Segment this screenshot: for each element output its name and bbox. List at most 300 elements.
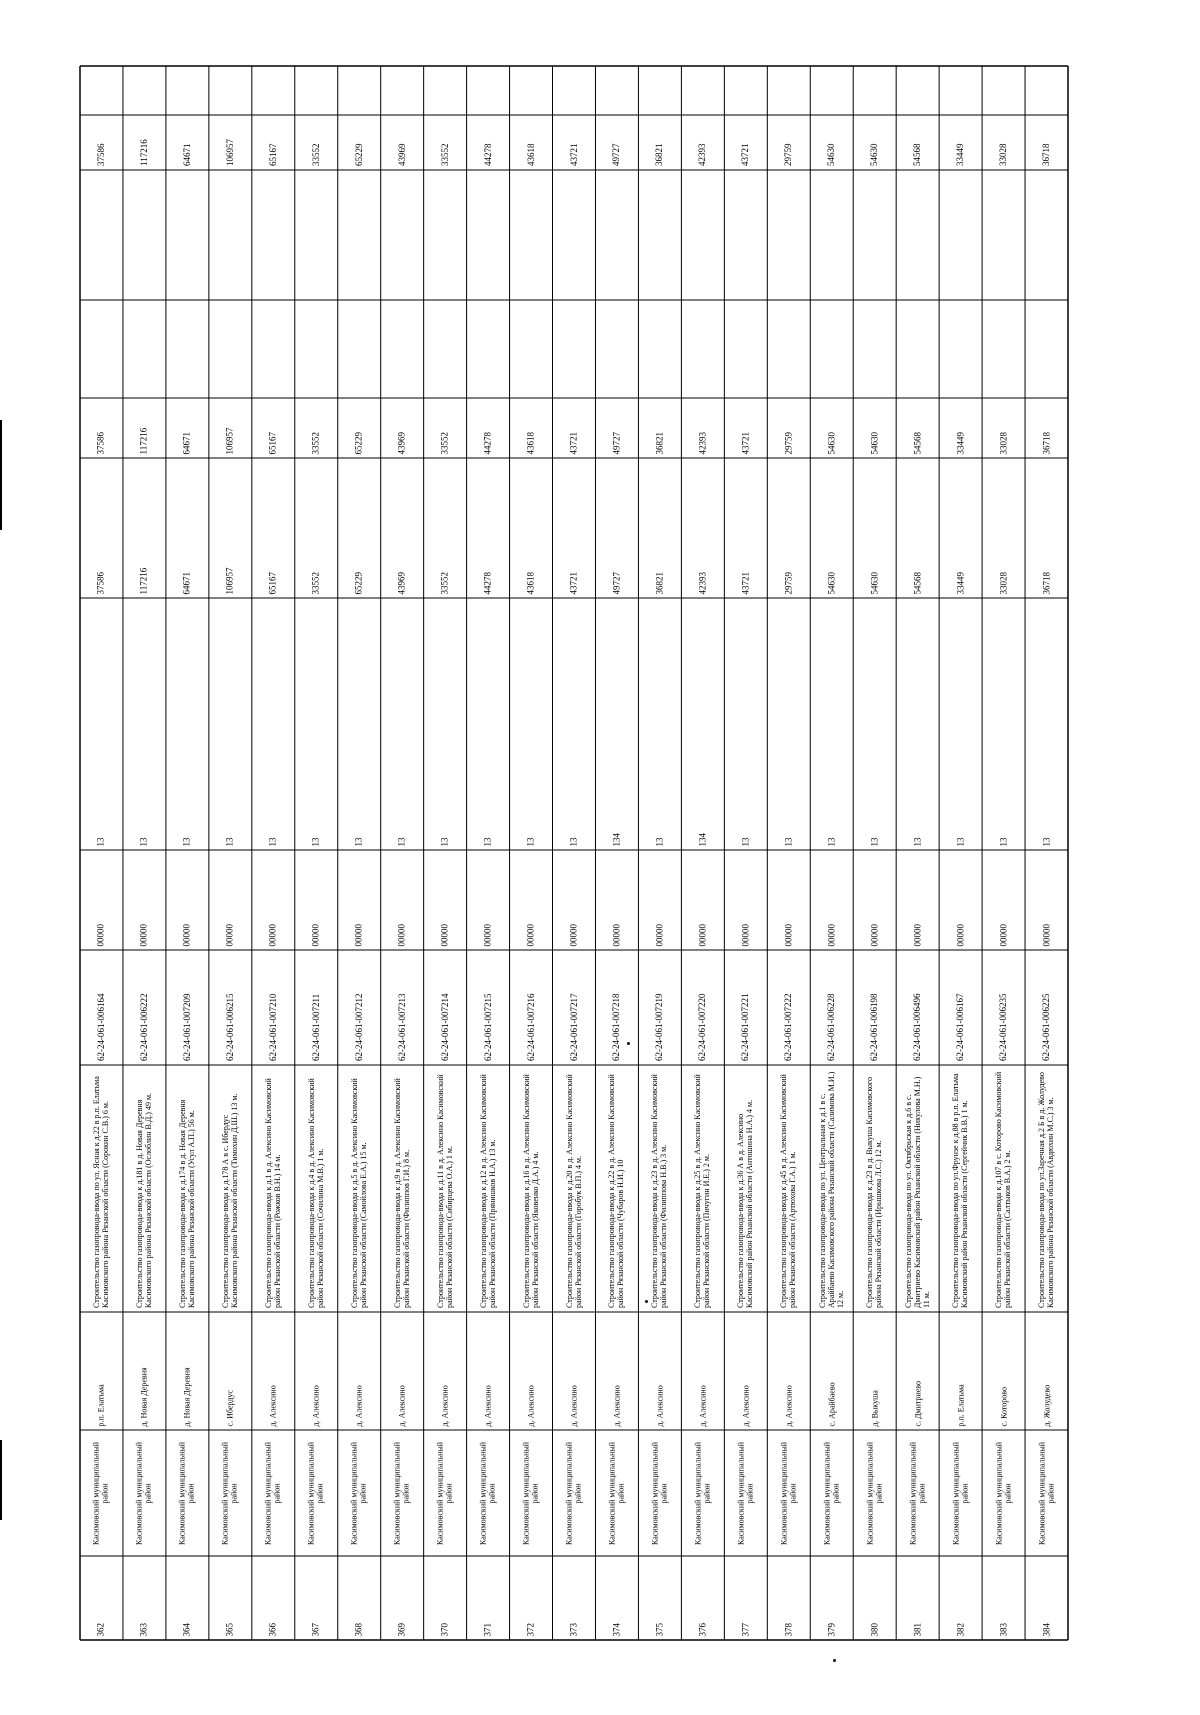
description-text: Строительство газопровода-ввода к д.4 в д. Алексино Касимовский район Рязанской области (Сочилина М.В.) 1 м. bbox=[307, 1078, 326, 1308]
cell-v4 bbox=[595, 170, 638, 300]
district-text: Касимовский муниципальный район bbox=[393, 1441, 412, 1545]
v5-text: 117216 bbox=[139, 139, 150, 166]
cell-district bbox=[295, 1430, 338, 1556]
cell-description bbox=[166, 1065, 209, 1312]
cell-v3 bbox=[338, 300, 381, 398]
v5-text: 54630 bbox=[869, 143, 880, 166]
no-text: 383 bbox=[998, 1622, 1009, 1636]
cell-settlement bbox=[510, 1312, 553, 1430]
v5-text: 54568 bbox=[912, 143, 923, 166]
cell-count bbox=[123, 598, 166, 850]
v2-text: 33449 bbox=[955, 431, 966, 454]
zeros-text: 00000 bbox=[869, 923, 880, 946]
description-text: Строительство газопровода-ввода к д.22 в д. Алексино Касимовский район Рязанской области (Чубаров Н.И.) 10 bbox=[607, 1074, 626, 1308]
cell-cadastral bbox=[338, 950, 381, 1065]
cell-settlement bbox=[939, 1312, 982, 1430]
district-text: Касимовский муниципальный район bbox=[436, 1441, 455, 1545]
settlement-text: д. Алексино bbox=[784, 1384, 794, 1426]
cell-description bbox=[939, 1065, 982, 1312]
v2-text: 54630 bbox=[826, 431, 837, 454]
cell-district bbox=[209, 1430, 252, 1556]
zeros-text: 00000 bbox=[568, 923, 579, 946]
v1-text: 43618 bbox=[526, 571, 537, 594]
description-text: Строительство газопровода-ввода к д.9 в д. Алексино Касимовский район Рязанской области (Филиппов Г.И.) 8 м. bbox=[393, 1078, 412, 1308]
settlement-text: д. Алексино bbox=[569, 1384, 579, 1426]
v2-text: 33552 bbox=[440, 431, 451, 454]
cell-description bbox=[810, 1065, 853, 1312]
cell-v5 bbox=[896, 115, 939, 170]
v1-text: 36821 bbox=[654, 571, 665, 594]
no-text: 363 bbox=[139, 1622, 150, 1636]
cell-v5 bbox=[810, 115, 853, 170]
cadastral-text: 62-24-061-007217 bbox=[568, 993, 579, 1061]
district-text: Касимовский муниципальный район bbox=[1037, 1441, 1056, 1545]
cell-no bbox=[381, 1556, 424, 1640]
cell-count bbox=[252, 598, 295, 850]
cell-v3 bbox=[510, 300, 553, 398]
cell-count bbox=[381, 598, 424, 850]
cell-v4 bbox=[510, 170, 553, 300]
cell-zeros bbox=[810, 850, 853, 950]
cell-v3 bbox=[209, 300, 252, 398]
cadastral-text: 62-24-061-006167 bbox=[955, 993, 966, 1061]
cell-district bbox=[381, 1430, 424, 1556]
v5-text: 65229 bbox=[354, 143, 365, 166]
settlement-text: д. Новая Деревня bbox=[182, 1366, 192, 1426]
cell-no bbox=[209, 1556, 252, 1640]
cell-v1 bbox=[123, 458, 166, 598]
description-text: Строительство газопровода-ввода к д.45 в д. Алексино Касимовский район Рязанской области (Артюхова Г.А.) 1 м. bbox=[779, 1074, 798, 1308]
v5-text: 29759 bbox=[783, 143, 794, 166]
v1-text: 117216 bbox=[139, 567, 150, 594]
cell-cadastral bbox=[767, 950, 810, 1065]
cell-cadastral bbox=[295, 950, 338, 1065]
no-text: 365 bbox=[225, 1622, 236, 1636]
count-text: 13 bbox=[311, 836, 322, 846]
cell-description bbox=[724, 1065, 767, 1312]
v5-text: 65167 bbox=[268, 143, 279, 166]
cadastral-text: 62-24-061-007222 bbox=[783, 993, 794, 1061]
cell-v3 bbox=[80, 300, 123, 398]
cell-v5 bbox=[338, 115, 381, 170]
cell-v2 bbox=[209, 398, 252, 458]
cell-v4 bbox=[681, 170, 724, 300]
zeros-text: 00000 bbox=[483, 923, 494, 946]
zeros-text: 00000 bbox=[311, 923, 322, 946]
v1-text: 43969 bbox=[397, 571, 408, 594]
cell-count bbox=[853, 598, 896, 850]
cell-v3 bbox=[424, 300, 467, 398]
cell-v4 bbox=[424, 170, 467, 300]
cell-v3 bbox=[595, 300, 638, 398]
cell-settlement bbox=[810, 1312, 853, 1430]
cadastral-text: 62-24-061-007211 bbox=[311, 993, 322, 1061]
cell-cadastral bbox=[424, 950, 467, 1065]
cell-no bbox=[595, 1556, 638, 1640]
zeros-text: 00000 bbox=[998, 923, 1009, 946]
cell-cadastral bbox=[853, 950, 896, 1065]
cell-v4 bbox=[896, 170, 939, 300]
cell-v5 bbox=[853, 115, 896, 170]
cell-v5 bbox=[209, 115, 252, 170]
district-text: Касимовский муниципальный район bbox=[522, 1441, 541, 1545]
cell-description bbox=[1025, 1065, 1068, 1312]
cell-cadastral bbox=[209, 950, 252, 1065]
district-text: Касимовский муниципальный район bbox=[607, 1441, 626, 1545]
cell-cadastral bbox=[681, 950, 724, 1065]
description-text: Строительство газопровода-ввода по ул.Фрунзе к д.88 в р.п. Елатьма Касимовский район Рязанской области (Сергейчик В.В.) 1 м. bbox=[951, 1073, 970, 1308]
cell-cadastral bbox=[123, 950, 166, 1065]
cell-v2 bbox=[424, 398, 467, 458]
cadastral-text: 62-24-061-007210 bbox=[268, 993, 279, 1061]
cell-settlement bbox=[209, 1312, 252, 1430]
cell-zeros bbox=[209, 850, 252, 950]
cell-v1 bbox=[209, 458, 252, 598]
description-text: Строительство газопровода-ввода к д.5 в д. Алексино Касимовский район Рязанской области (Самойлова Е.А.) 15 м. bbox=[350, 1078, 369, 1308]
cell-v2 bbox=[638, 398, 681, 458]
cell-zeros bbox=[510, 850, 553, 950]
cell-v2 bbox=[553, 398, 596, 458]
cell-v3 bbox=[638, 300, 681, 398]
settlement-text: д. Алексино bbox=[397, 1384, 407, 1426]
cell-district bbox=[166, 1430, 209, 1556]
cell-no bbox=[767, 1556, 810, 1640]
no-text: 378 bbox=[783, 1622, 794, 1636]
cell-v2 bbox=[338, 398, 381, 458]
no-text: 362 bbox=[96, 1622, 107, 1636]
cell-count bbox=[209, 598, 252, 850]
cell-v5 bbox=[595, 115, 638, 170]
scan-edge-mark bbox=[0, 1440, 2, 1520]
cell-description bbox=[123, 1065, 166, 1312]
cell-v6 bbox=[939, 66, 982, 115]
cell-v1 bbox=[767, 458, 810, 598]
v2-text: 65167 bbox=[268, 431, 279, 454]
count-text: 13 bbox=[998, 836, 1009, 846]
district-text: Касимовский муниципальный район bbox=[221, 1441, 240, 1545]
description-text: Строительство газопровода-ввода к д.23 в д. Алексино Касимовский район Рязанской области (Филиппова Н.В.) 3 м. bbox=[650, 1074, 669, 1308]
cell-count bbox=[553, 598, 596, 850]
cell-v2 bbox=[467, 398, 510, 458]
cadastral-text: 62-24-061-006222 bbox=[139, 993, 150, 1061]
cell-v3 bbox=[295, 300, 338, 398]
v2-text: 36718 bbox=[1041, 431, 1052, 454]
description-text: Строительство газопровода-ввода к д.174 в д. Новая Деревня Касимовского района Рязанской области (Усул А.П.) 56 м. bbox=[178, 1099, 197, 1308]
cell-count bbox=[510, 598, 553, 850]
description-text: Строительство газопровода-ввода к д.25 в д. Алексино Касимовский район Рязанской области (Пичугин И.Е.) 2 м. bbox=[693, 1074, 712, 1308]
zeros-text: 00000 bbox=[268, 923, 279, 946]
cell-count bbox=[338, 598, 381, 850]
settlement-text: с. Которово bbox=[999, 1386, 1009, 1426]
v1-text: 44278 bbox=[483, 571, 494, 594]
zeros-text: 00000 bbox=[697, 923, 708, 946]
cell-v5 bbox=[510, 115, 553, 170]
cell-v1 bbox=[467, 458, 510, 598]
cell-v1 bbox=[939, 458, 982, 598]
cell-v2 bbox=[510, 398, 553, 458]
v1-text: 33028 bbox=[998, 571, 1009, 594]
v1-text: 54630 bbox=[869, 571, 880, 594]
cell-zeros bbox=[252, 850, 295, 950]
cell-district bbox=[939, 1430, 982, 1556]
v1-text: 37586 bbox=[96, 571, 107, 594]
cell-v4 bbox=[553, 170, 596, 300]
cell-v3 bbox=[681, 300, 724, 398]
v1-text: 49727 bbox=[611, 571, 622, 594]
settlement-text: д. Алексино bbox=[612, 1384, 622, 1426]
cell-v2 bbox=[724, 398, 767, 458]
cell-cadastral bbox=[810, 950, 853, 1065]
cell-v1 bbox=[724, 458, 767, 598]
no-text: 370 bbox=[440, 1622, 451, 1636]
description-text: Строительство газопровода-ввода к д.178 А в с. Ибердус Касимовского района Рязанской области (Тимохин Д.Ш.) 13 м. bbox=[221, 1093, 240, 1308]
cell-v4 bbox=[810, 170, 853, 300]
cell-v1 bbox=[1025, 458, 1068, 598]
cell-zeros bbox=[681, 850, 724, 950]
count-text: 13 bbox=[182, 836, 193, 846]
count-text: 134 bbox=[611, 832, 622, 846]
cell-cadastral bbox=[939, 950, 982, 1065]
count-text: 13 bbox=[526, 836, 537, 846]
cell-district bbox=[510, 1430, 553, 1556]
settlement-text: д. Алексино bbox=[655, 1384, 665, 1426]
cadastral-text: 62-24-061-007215 bbox=[483, 993, 494, 1061]
v1-text: 42393 bbox=[697, 571, 708, 594]
description-text: Строительство газопровода-ввода к д.20 в д. Алексино Касимовский район Рязанской области (Горобук В.П.) 4 м. bbox=[564, 1074, 583, 1308]
cell-settlement bbox=[338, 1312, 381, 1430]
count-text: 13 bbox=[1041, 836, 1052, 846]
cell-v1 bbox=[553, 458, 596, 598]
cadastral-text: 62-24-061-007219 bbox=[654, 993, 665, 1061]
description-text: Строительство газопровода-ввода к д.23 в д. Выкуша Касимовского района Рязанской области (Ирышкова Л.С.) 12 м. bbox=[865, 1077, 884, 1308]
settlement-text: р.п. Елатьма bbox=[96, 1383, 106, 1426]
cell-v5 bbox=[467, 115, 510, 170]
cell-settlement bbox=[896, 1312, 939, 1430]
cell-count bbox=[1025, 598, 1068, 850]
cell-v4 bbox=[252, 170, 295, 300]
v2-text: 43618 bbox=[526, 431, 537, 454]
cell-settlement bbox=[982, 1312, 1025, 1430]
v5-text: 54630 bbox=[826, 143, 837, 166]
v5-text: 33552 bbox=[311, 143, 322, 166]
cell-district bbox=[338, 1430, 381, 1556]
v2-text: 43969 bbox=[397, 431, 408, 454]
cell-description bbox=[767, 1065, 810, 1312]
cell-no bbox=[424, 1556, 467, 1640]
cell-zeros bbox=[295, 850, 338, 950]
settlement-text: д. Выкуша bbox=[870, 1389, 880, 1426]
cell-v6 bbox=[295, 66, 338, 115]
v5-text: 33449 bbox=[955, 143, 966, 166]
cell-settlement bbox=[381, 1312, 424, 1430]
cell-v4 bbox=[381, 170, 424, 300]
cell-v2 bbox=[982, 398, 1025, 458]
v5-text: 49727 bbox=[611, 143, 622, 166]
cadastral-text: 62-24-061-007213 bbox=[397, 993, 408, 1061]
count-text: 13 bbox=[654, 836, 665, 846]
cell-v6 bbox=[681, 66, 724, 115]
cell-district bbox=[638, 1430, 681, 1556]
zeros-text: 00000 bbox=[783, 923, 794, 946]
district-text: Касимовский муниципальный район bbox=[994, 1441, 1013, 1545]
cell-v2 bbox=[681, 398, 724, 458]
v1-text: 33552 bbox=[311, 571, 322, 594]
cell-v4 bbox=[724, 170, 767, 300]
cell-v5 bbox=[123, 115, 166, 170]
cell-v5 bbox=[252, 115, 295, 170]
cell-v6 bbox=[810, 66, 853, 115]
description-text: Строительство газопровода-ввода к д.12 в д. Алексино Касимовский район Рязанской области (Прянишков Н.А.) 13 м. bbox=[479, 1074, 498, 1308]
cell-v1 bbox=[853, 458, 896, 598]
cell-v6 bbox=[896, 66, 939, 115]
cell-district bbox=[681, 1430, 724, 1556]
cell-v5 bbox=[681, 115, 724, 170]
cell-district bbox=[1025, 1430, 1068, 1556]
cell-district bbox=[80, 1430, 123, 1556]
settlement-text: р.п. Елатьма bbox=[956, 1383, 966, 1426]
no-text: 376 bbox=[697, 1622, 708, 1636]
cell-v5 bbox=[1025, 115, 1068, 170]
v1-text: 65229 bbox=[354, 571, 365, 594]
cell-no bbox=[553, 1556, 596, 1640]
cell-zeros bbox=[638, 850, 681, 950]
cell-v4 bbox=[638, 170, 681, 300]
cell-v2 bbox=[295, 398, 338, 458]
cell-cadastral bbox=[467, 950, 510, 1065]
cell-v5 bbox=[767, 115, 810, 170]
cell-district bbox=[424, 1430, 467, 1556]
cadastral-text: 62-24-061-006228 bbox=[826, 993, 837, 1061]
zeros-text: 00000 bbox=[440, 923, 451, 946]
cell-v4 bbox=[467, 170, 510, 300]
cell-no bbox=[80, 1556, 123, 1640]
cell-description bbox=[982, 1065, 1025, 1312]
district-text: Касимовский муниципальный район bbox=[822, 1441, 841, 1545]
no-text: 366 bbox=[268, 1622, 279, 1636]
settlement-text: д. Алексино bbox=[526, 1384, 536, 1426]
no-text: 364 bbox=[182, 1622, 193, 1636]
cell-v2 bbox=[166, 398, 209, 458]
cell-v3 bbox=[252, 300, 295, 398]
cadastral-text: 62-24-061-007214 bbox=[440, 993, 451, 1061]
description-text: Строительство газопровода-ввода по ул.Заречная д.2 Б в д. Жолудево Касимовского района Рязанской области (Авдюхин М.С.) 3 м. bbox=[1037, 1072, 1056, 1308]
zeros-text: 00000 bbox=[96, 923, 107, 946]
cell-v3 bbox=[896, 300, 939, 398]
cell-v6 bbox=[166, 66, 209, 115]
cell-v1 bbox=[896, 458, 939, 598]
cell-description bbox=[338, 1065, 381, 1312]
cell-description bbox=[381, 1065, 424, 1312]
count-text: 13 bbox=[955, 836, 966, 846]
description-text: Строительство газопровода-ввода к д.107 в с. Которово Касимовский район Рязанской области (Салтыков В.А.) 2 м. bbox=[994, 1071, 1013, 1308]
district-text: Касимовский муниципальный район bbox=[693, 1441, 712, 1545]
cell-zeros bbox=[123, 850, 166, 950]
v1-text: 33449 bbox=[955, 571, 966, 594]
settlement-text: д. Алексино bbox=[440, 1384, 450, 1426]
cell-district bbox=[896, 1430, 939, 1556]
description-text: Строительство газопровода-ввода к д.11 в д. Алексино Касимовский район Рязанской области (Сибирцева О.А.) 1 м. bbox=[436, 1074, 455, 1308]
no-text: 375 bbox=[654, 1622, 665, 1636]
cell-v4 bbox=[1025, 170, 1068, 300]
cell-v6 bbox=[595, 66, 638, 115]
cell-settlement bbox=[424, 1312, 467, 1430]
cell-cadastral bbox=[595, 950, 638, 1065]
no-text: 379 bbox=[826, 1622, 837, 1636]
cell-settlement bbox=[853, 1312, 896, 1430]
cadastral-text: 62-24-061-007209 bbox=[182, 993, 193, 1061]
cell-v2 bbox=[853, 398, 896, 458]
zeros-text: 00000 bbox=[912, 923, 923, 946]
cell-cadastral bbox=[896, 950, 939, 1065]
cell-v1 bbox=[166, 458, 209, 598]
description-text: Строительство газопровода-ввода к д.181 в д. Новая Деревня Касимовского района Рязанской области (Ослоблин В.Д.) 49 м. bbox=[135, 1093, 154, 1308]
settlement-text: с. Арайбаево bbox=[827, 1381, 837, 1426]
cell-v2 bbox=[810, 398, 853, 458]
v2-text: 33028 bbox=[998, 431, 1009, 454]
cell-v2 bbox=[80, 398, 123, 458]
v1-text: 43721 bbox=[568, 571, 579, 594]
cell-v6 bbox=[209, 66, 252, 115]
count-text: 13 bbox=[869, 836, 880, 846]
no-text: 371 bbox=[483, 1622, 494, 1636]
cell-cadastral bbox=[510, 950, 553, 1065]
district-text: Касимовский муниципальный район bbox=[908, 1441, 927, 1545]
scan-speck bbox=[833, 1659, 836, 1662]
cell-settlement bbox=[595, 1312, 638, 1430]
settlement-text: с. Дмитриево bbox=[913, 1380, 923, 1426]
cell-count bbox=[166, 598, 209, 850]
cell-v2 bbox=[595, 398, 638, 458]
cell-v3 bbox=[1025, 300, 1068, 398]
cell-v5 bbox=[295, 115, 338, 170]
cell-district bbox=[252, 1430, 295, 1556]
v5-text: 42393 bbox=[697, 143, 708, 166]
cell-no bbox=[338, 1556, 381, 1640]
count-text: 13 bbox=[354, 836, 365, 846]
cell-no bbox=[681, 1556, 724, 1640]
v5-text: 36718 bbox=[1041, 143, 1052, 166]
v1-text: 33552 bbox=[440, 571, 451, 594]
cell-v2 bbox=[381, 398, 424, 458]
v2-text: 106957 bbox=[225, 426, 236, 454]
count-text: 13 bbox=[912, 836, 923, 846]
cadastral-text: 62-24-061-007220 bbox=[697, 993, 708, 1061]
zeros-text: 00000 bbox=[354, 923, 365, 946]
cadastral-text: 62-24-061-006164 bbox=[96, 993, 107, 1061]
cell-settlement bbox=[123, 1312, 166, 1430]
cell-district bbox=[853, 1430, 896, 1556]
cell-cadastral bbox=[982, 950, 1025, 1065]
cell-v3 bbox=[467, 300, 510, 398]
cell-v1 bbox=[810, 458, 853, 598]
v5-text: 64671 bbox=[182, 143, 193, 166]
cell-cadastral bbox=[252, 950, 295, 1065]
cadastral-text: 62-24-061-006198 bbox=[869, 993, 880, 1061]
cadastral-text: 62-24-061-006215 bbox=[225, 993, 236, 1061]
cell-cadastral bbox=[724, 950, 767, 1065]
cell-zeros bbox=[767, 850, 810, 950]
cell-zeros bbox=[982, 850, 1025, 950]
v5-text: 43721 bbox=[568, 143, 579, 166]
cell-district bbox=[123, 1430, 166, 1556]
district-text: Касимовский муниципальный район bbox=[951, 1441, 970, 1545]
cell-zeros bbox=[467, 850, 510, 950]
cell-description bbox=[681, 1065, 724, 1312]
v5-text: 43969 bbox=[397, 143, 408, 166]
district-text: Касимовский муниципальный район bbox=[736, 1441, 755, 1545]
zeros-text: 00000 bbox=[826, 923, 837, 946]
v1-text: 43721 bbox=[740, 571, 751, 594]
